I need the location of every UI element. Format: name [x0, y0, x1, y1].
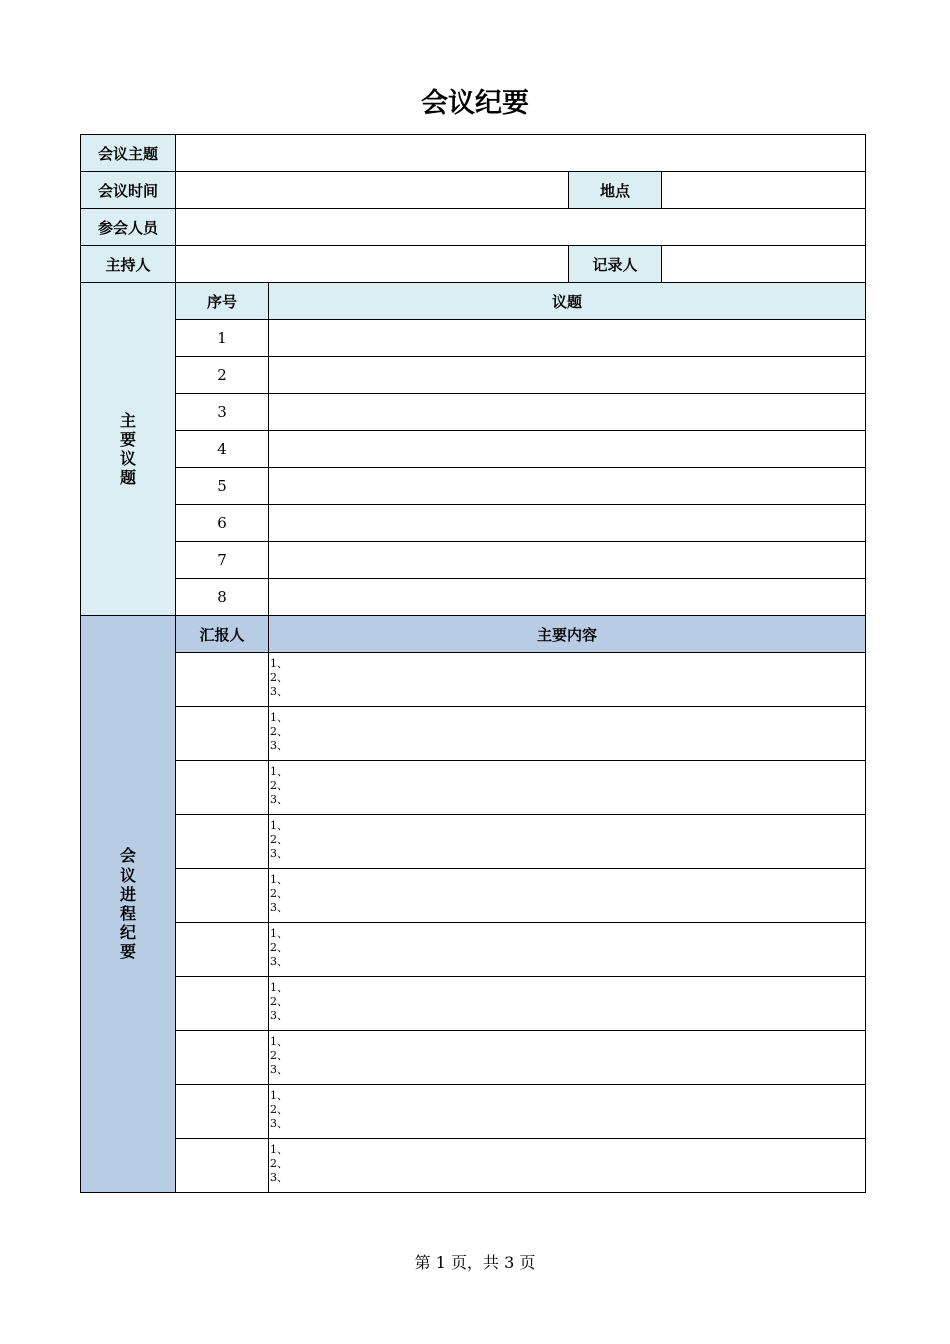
minutes-table [80, 134, 866, 1193]
topic-row [81, 135, 866, 172]
topic-text-field[interactable] [269, 542, 866, 579]
proceedings-row [81, 1031, 866, 1085]
reporter-field[interactable] [176, 1031, 269, 1085]
reporter-field[interactable] [176, 869, 269, 923]
proceedings-side-label [81, 616, 176, 1193]
content-field[interactable] [269, 761, 866, 815]
topic-list-row [81, 579, 866, 616]
proceedings-row [81, 761, 866, 815]
content-line-prefix: 1、 [270, 657, 288, 670]
location-field[interactable] [662, 172, 866, 209]
reporter-field[interactable] [176, 653, 269, 707]
content-field[interactable] [269, 1085, 866, 1139]
content-line-prefix: 2、 [270, 1157, 288, 1170]
content-line-prefix: 2、 [270, 1049, 288, 1062]
attendees-row [81, 209, 866, 246]
content-line-prefix: 1、 [270, 711, 288, 724]
content-line-prefix: 1、 [270, 765, 288, 778]
topic-list-row [81, 394, 866, 431]
topic-text-field[interactable] [269, 468, 866, 505]
topic-number: 1 [176, 320, 269, 357]
topic-number: 7 [176, 542, 269, 579]
reporter-header: 汇报人 [176, 616, 269, 653]
topic-number: 8 [176, 579, 269, 616]
content-field[interactable] [269, 977, 866, 1031]
content-line-prefix: 1、 [270, 1035, 288, 1048]
topics-side-text: 主要议题 [119, 410, 136, 488]
attendees-field[interactable] [176, 209, 866, 246]
content-line-prefix: 2、 [270, 887, 288, 900]
content-field[interactable] [269, 707, 866, 761]
content-field[interactable] [269, 1139, 866, 1193]
reporter-field[interactable] [176, 977, 269, 1031]
topic-list-row [81, 320, 866, 357]
host-field[interactable] [176, 246, 569, 283]
recorder-label: 记录人 [569, 246, 662, 283]
reporter-field[interactable] [176, 1085, 269, 1139]
proceedings-row [81, 977, 866, 1031]
topic-number: 3 [176, 394, 269, 431]
topic-list-row [81, 505, 866, 542]
content-line-prefix: 3、 [270, 1009, 288, 1022]
host-label: 主持人 [81, 246, 176, 283]
content-line-prefix: 2、 [270, 779, 288, 792]
reporter-field[interactable] [176, 707, 269, 761]
content-line-prefix: 3、 [270, 685, 288, 698]
topic-text-field[interactable] [269, 431, 866, 468]
document-title: 会议纪要 [421, 88, 529, 119]
topic-field[interactable] [176, 135, 866, 172]
topic-number: 4 [176, 431, 269, 468]
content-line-prefix: 1、 [270, 927, 288, 940]
topic-list-row [81, 542, 866, 579]
recorder-field[interactable] [662, 246, 866, 283]
time-field[interactable] [176, 172, 569, 209]
content-line-prefix: 3、 [270, 1063, 288, 1076]
content-line-prefix: 3、 [270, 1117, 288, 1130]
page-footer: 第 1 页，共 3 页 [414, 1253, 536, 1272]
proceedings-row [81, 869, 866, 923]
content-line-prefix: 2、 [270, 995, 288, 1008]
content-field[interactable] [269, 869, 866, 923]
reporter-field[interactable] [176, 815, 269, 869]
topic-text-field[interactable] [269, 320, 866, 357]
content-header: 主要内容 [269, 616, 866, 653]
content-line-prefix: 3、 [270, 955, 288, 968]
content-line-prefix: 1、 [270, 819, 288, 832]
proceedings-header-row [81, 616, 866, 653]
time-label: 会议时间 [81, 172, 176, 209]
proceedings-row [81, 815, 866, 869]
content-line-prefix: 2、 [270, 1103, 288, 1116]
reporter-field[interactable] [176, 1139, 269, 1193]
topic-list-row [81, 468, 866, 505]
proceedings-row [81, 1139, 866, 1193]
content-line-prefix: 2、 [270, 941, 288, 954]
topic-list-row [81, 357, 866, 394]
topic-number: 6 [176, 505, 269, 542]
content-line-prefix: 2、 [270, 671, 288, 684]
proceedings-row [81, 1085, 866, 1139]
content-line-prefix: 3、 [270, 1171, 288, 1184]
content-line-prefix: 3、 [270, 847, 288, 860]
content-line-prefix: 1、 [270, 1143, 288, 1156]
content-line-prefix: 2、 [270, 725, 288, 738]
location-label: 地点 [569, 172, 662, 209]
proceedings-row [81, 707, 866, 761]
topic-list-row [81, 431, 866, 468]
topics-header-row [81, 283, 866, 320]
content-line-prefix: 1、 [270, 873, 288, 886]
topics-topic-header: 议题 [269, 283, 866, 320]
attendees-label: 参会人员 [81, 209, 176, 246]
topic-number: 5 [176, 468, 269, 505]
reporter-field[interactable] [176, 923, 269, 977]
content-line-prefix: 3、 [270, 901, 288, 914]
topic-text-field[interactable] [269, 357, 866, 394]
topics-side-label [81, 283, 176, 616]
content-line-prefix: 1、 [270, 981, 288, 994]
content-line-prefix: 3、 [270, 793, 288, 806]
content-line-prefix: 1、 [270, 1089, 288, 1102]
proceedings-row [81, 653, 866, 707]
topic-text-field[interactable] [269, 579, 866, 616]
content-field[interactable] [269, 923, 866, 977]
proceedings-row [81, 923, 866, 977]
content-field[interactable] [269, 1031, 866, 1085]
content-field[interactable] [269, 815, 866, 869]
host-row [81, 246, 866, 283]
content-line-prefix: 3、 [270, 739, 288, 752]
content-field[interactable] [269, 653, 866, 707]
reporter-field[interactable] [176, 761, 269, 815]
topic-text-field[interactable] [269, 505, 866, 542]
topics-no-header: 序号 [176, 283, 269, 320]
time-row [81, 172, 866, 209]
topic-number: 2 [176, 357, 269, 394]
topic-label: 会议主题 [81, 135, 176, 172]
topic-text-field[interactable] [269, 394, 866, 431]
proceedings-side-text: 会议进程纪要 [119, 846, 136, 962]
content-line-prefix: 2、 [270, 833, 288, 846]
